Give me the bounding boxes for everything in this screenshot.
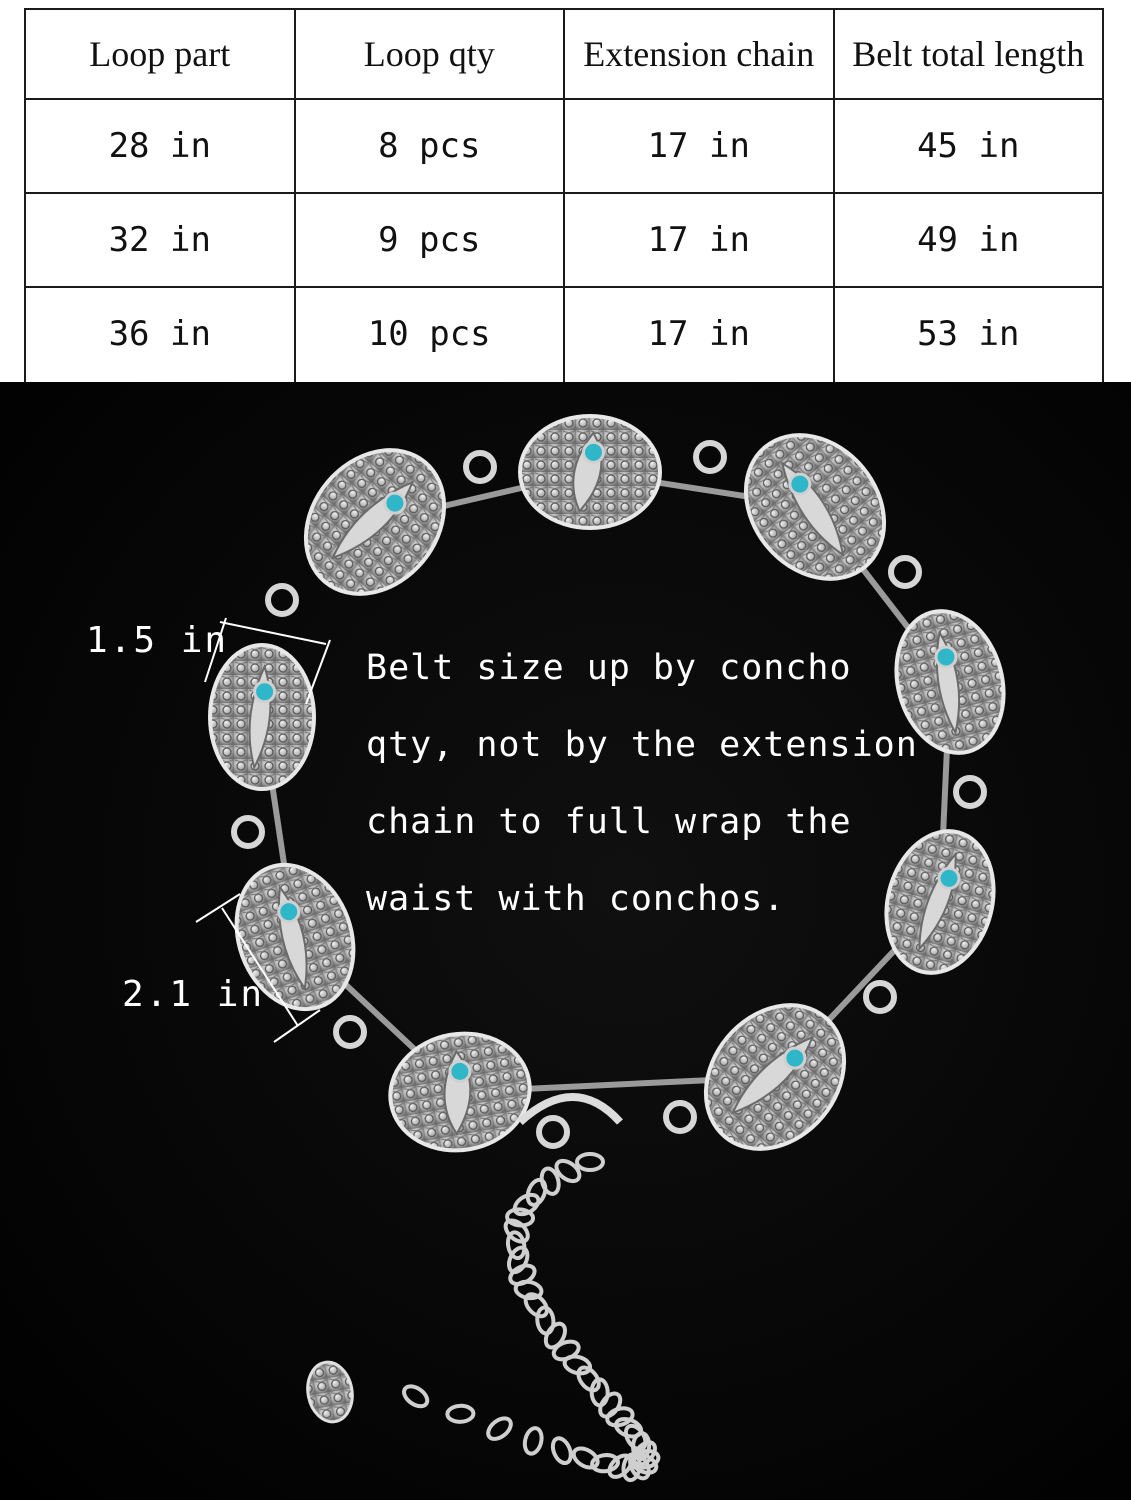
cell-loop-part: 36 in <box>25 287 295 382</box>
table-row <box>25 193 1103 287</box>
concho-height-label: 2.1 in <box>122 974 265 1015</box>
concho <box>717 407 912 606</box>
belt-photo <box>0 382 1131 1500</box>
jump-ring <box>666 1103 694 1131</box>
jump-ring <box>234 818 262 846</box>
end-charm <box>303 1359 357 1426</box>
jump-ring <box>336 1018 364 1046</box>
cell-loop-part: 28 in <box>25 99 295 193</box>
turquoise-stone <box>448 1060 471 1083</box>
turquoise-stone <box>584 442 604 462</box>
cell-extension-chain: 17 in <box>564 99 834 193</box>
cell-loop-qty: 10 pcs <box>295 287 565 382</box>
size-chart-panel <box>0 0 1131 382</box>
note-line: Belt size up by concho <box>366 648 852 688</box>
header-loop-qty: Loop qty <box>295 9 565 99</box>
concho-width-label: 1.5 in <box>86 620 229 661</box>
cell-total-length: 49 in <box>834 193 1104 287</box>
note-line: chain to full wrap the <box>366 802 852 842</box>
cell-total-length: 45 in <box>834 99 1104 193</box>
jump-ring <box>866 983 894 1011</box>
jump-ring <box>891 558 919 586</box>
jump-ring <box>956 778 984 806</box>
size-table <box>24 8 1104 382</box>
cell-loop-part: 32 in <box>25 193 295 287</box>
header-belt-total-length: Belt total length <box>834 9 1104 99</box>
concho <box>210 645 314 789</box>
jump-ring <box>539 1118 567 1146</box>
table-header-row <box>25 9 1103 99</box>
table-row <box>25 287 1103 382</box>
jump-ring <box>696 443 724 471</box>
cell-loop-qty: 8 pcs <box>295 99 565 193</box>
cell-total-length: 53 in <box>834 287 1104 382</box>
concho <box>520 416 660 528</box>
cell-loop-qty: 9 pcs <box>295 193 565 287</box>
jump-ring <box>268 586 296 614</box>
cell-extension-chain: 17 in <box>564 287 834 382</box>
cell-extension-chain: 17 in <box>564 193 834 287</box>
concho-belt-illustration <box>0 382 1131 1500</box>
turquoise-stone <box>255 682 275 702</box>
header-extension-chain: Extension chain <box>564 9 834 99</box>
lobster-clasp <box>520 1097 620 1122</box>
concho <box>277 422 472 621</box>
sizing-note <box>366 630 956 938</box>
table-row <box>25 99 1103 193</box>
header-loop-part: Loop part <box>25 9 295 99</box>
note-line: waist with conchos. <box>366 879 786 919</box>
note-line: qty, not by the extension <box>366 725 918 765</box>
jump-ring <box>466 453 494 481</box>
extension-chain <box>303 1097 660 1482</box>
